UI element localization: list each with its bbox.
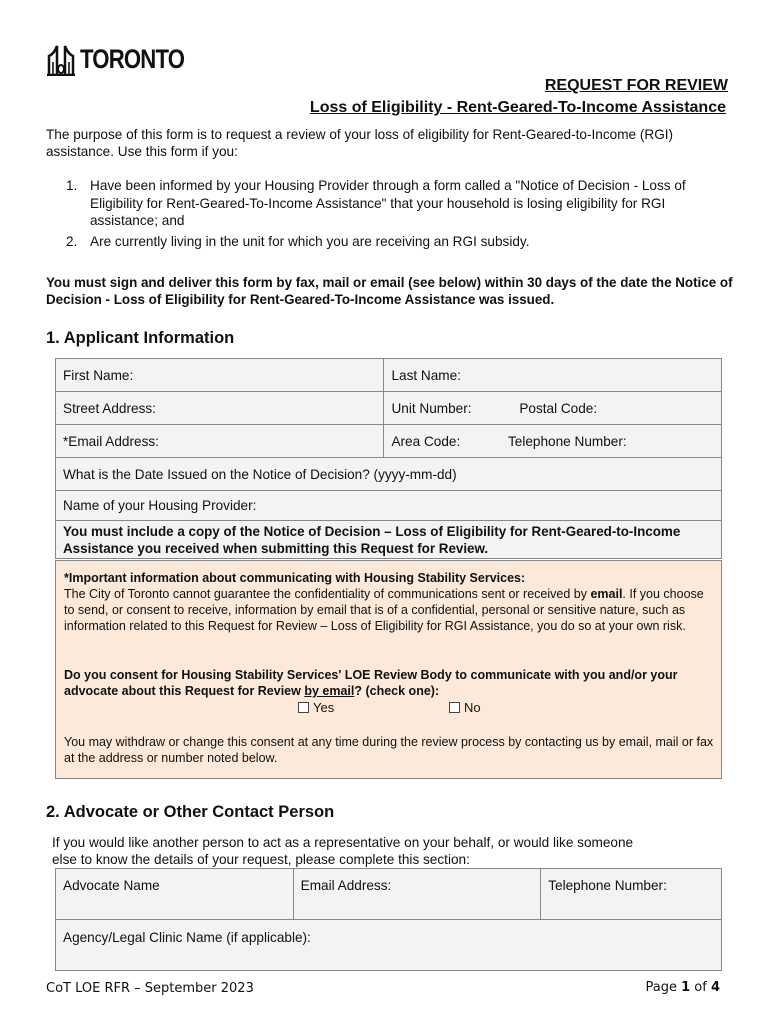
- email-consent-box: [55, 560, 722, 779]
- city-logo: [46, 42, 207, 76]
- consent-question: Do you consent for Housing Stability Services' LOE Review Body to communicate with you and/or your advocate about this Request for Review by email? (check one):: [64, 668, 678, 698]
- date-issued-field[interactable]: What is the Date Issued on the Notice of Decision? (yyyy-mm-dd): [56, 458, 722, 491]
- consent-yes-option[interactable]: Yes: [298, 700, 334, 715]
- advocate-email-field[interactable]: Email Address:: [293, 869, 541, 920]
- important-heading: *Important information about communicating with Housing Stability Services:: [64, 571, 526, 585]
- advocate-info-table: [55, 868, 722, 971]
- city-hall-icon: [46, 42, 76, 76]
- form-title: REQUEST FOR REVIEW: [544, 77, 728, 94]
- purpose-paragraph: The purpose of this form is to request a review of your loss of eligibility for Rent-Geared-to-Income (RGI) assistance. Use this form if you:: [46, 127, 674, 159]
- street-address-field[interactable]: Street Address:: [56, 392, 384, 425]
- applicant-info-table: [55, 358, 722, 559]
- email-address-field[interactable]: *Email Address:: [56, 425, 384, 458]
- advocate-name-field[interactable]: Advocate Name: [56, 869, 294, 920]
- housing-provider-field[interactable]: Name of your Housing Provider:: [56, 491, 722, 521]
- withdraw-consent-text: You may withdraw or change this consent at any time during the review process by contacting us by email, mail or fax at the address or number noted below.: [64, 735, 714, 765]
- first-name-field[interactable]: First Name:: [56, 359, 384, 392]
- deadline-notice: You must sign and deliver this form by fax, mail or email (see below) within 30 days of the date the Notice of Decision - Loss of Eligibility for Rent-Geared-To-Income Assistance was issued.: [46, 275, 733, 307]
- unit-postal-field[interactable]: [384, 392, 722, 425]
- list-item: 1. Have been informed by your Housing Provider through a form called a "Notice of Decision - Loss of Eligibility for Rent-Geared-To-Income Assistance" that your household is losing eligibility for RGI assistance; and: [66, 178, 686, 228]
- footer-form-id: CoT LOE RFR – September 2023: [46, 981, 254, 996]
- agency-name-field[interactable]: Agency/Legal Clinic Name (if applicable):: [56, 920, 722, 971]
- section1-heading: 1. Applicant Information: [46, 329, 235, 347]
- form-subtitle: Loss of Eligibility - Rent-Geared-To-Income Assistance: [309, 99, 726, 116]
- telephone-number-label: Telephone Number:: [508, 433, 627, 449]
- consent-no-option[interactable]: No: [449, 700, 481, 715]
- checkbox-icon[interactable]: [449, 702, 460, 713]
- section2-heading: 2. Advocate or Other Contact Person: [46, 803, 335, 821]
- postal-code-label: Postal Code:: [519, 400, 598, 416]
- confidentiality-text: The City of Toronto cannot guarantee the confidentiality of communications sent or received by email. If you choose to send, or consent to receive, information by email that is of a confidential, personal or sensitive nature, such as information related to this Request for Review – Loss of Eligibility for RGI Assistance, you do so at your own risk.: [64, 587, 704, 633]
- phone-field[interactable]: [384, 425, 722, 458]
- logo-wordmark: TORONTO: [80, 43, 185, 74]
- advocate-telephone-field[interactable]: Telephone Number:: [541, 869, 722, 920]
- eligibility-list: [66, 177, 716, 250]
- area-code-label: Area Code:: [391, 433, 461, 449]
- copy-notice-instruction: You must include a copy of the Notice of Decision – Loss of Eligibility for Rent-Geared-to-Income Assistance you received when submitting this Request for Review.: [56, 521, 722, 559]
- page-number: Page 1 of 4: [645, 980, 720, 995]
- advocate-intro: If you would like another person to act as a representative on your behalf, or would like someone else to know the details of your request, please complete this section:: [52, 835, 634, 867]
- unit-number-label: Unit Number:: [391, 400, 472, 416]
- list-item: 2. Are currently living in the unit for which you are receiving an RGI subsidy.: [66, 233, 530, 249]
- last-name-field[interactable]: Last Name:: [384, 359, 722, 392]
- checkbox-icon[interactable]: [298, 702, 309, 713]
